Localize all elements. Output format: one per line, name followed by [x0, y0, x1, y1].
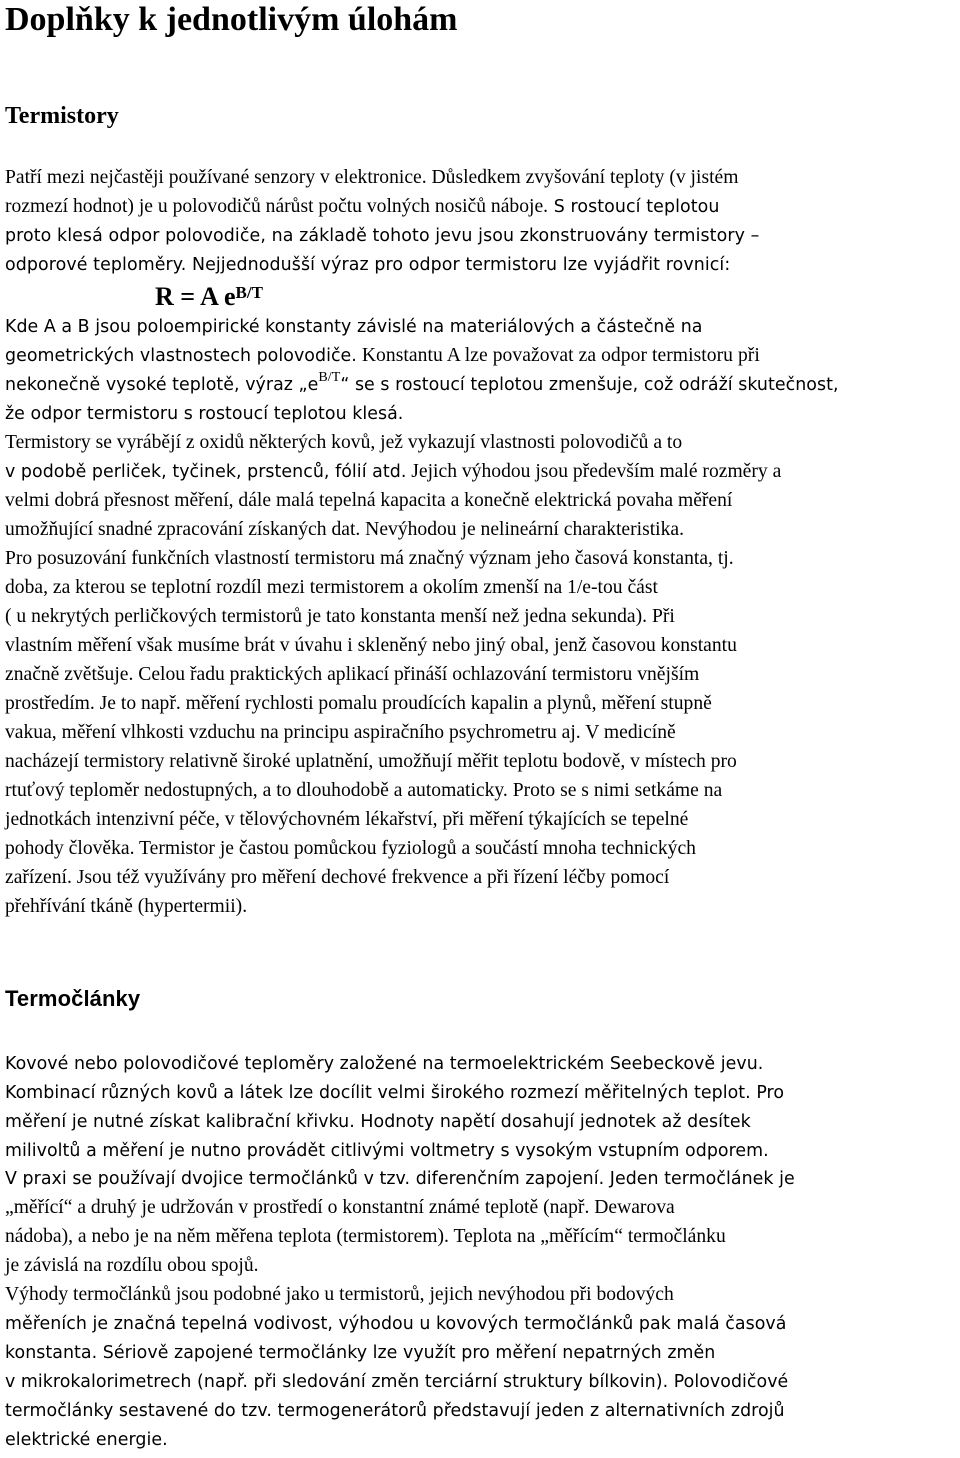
paragraph-line — [5, 194, 720, 220]
paragraph-line — [5, 252, 730, 278]
paragraph-line — [5, 372, 839, 398]
paragraph-line: nacházejí termistory relativně široké uplatnění, umožňují měřit teplotu bodově, v místech pro — [5, 751, 737, 772]
paragraph-line: v mikrokalorimetrech (např. při sledování změn terciární struktury bílkovin). Polovodičové — [5, 1372, 789, 1392]
paragraph-line: Kde A a B jsou poloempirické konstanty závislé na materiálových a částečně na — [5, 317, 703, 337]
resistance-formula — [155, 280, 263, 314]
paragraph-line: Patří mezi nejčastěji používané senzory v elektronice. Důsledkem zvyšování teploty (v jistém — [5, 167, 739, 188]
paragraph-line: měřeních je značná tepelná vodivost, výhodou u kovových termočlánků pak malá časová — [5, 1314, 787, 1334]
section-heading-termistory: Termistory — [5, 103, 119, 129]
paragraph-line: že odpor termistoru s rostoucí teplotou klesá. — [5, 404, 404, 424]
section-heading-termoclanky: Termočlánky — [5, 986, 141, 1011]
paragraph-line: zařízení. Jsou též využívány pro měření dechové frekvence a při řízení léčby pomocí — [5, 867, 670, 888]
paragraph-line: umožňující snadné zpracování získaných dat. Nevýhodou je nelineární charakteristika. — [5, 519, 684, 540]
paragraph-line: „měřící“ a druhý je udržován v prostředí o konstantní známé teplotě (např. Dewarova — [5, 1197, 675, 1218]
paragraph-line: je závislá na rozdílu obou spojů. — [5, 1255, 259, 1276]
paragraph-line: termočlánky sestavené do tzv. termogenerátorů představují jeden z alternativních zdrojů — [5, 1401, 785, 1421]
text-run: “ se s rostoucí teplotou zmenšuje, což odráží skutečnost, — [340, 375, 839, 395]
paragraph-line: vakua, měření vlhkosti vzduchu na principu aspiračního psychrometru aj. V medicíně — [5, 722, 676, 743]
paragraph-line: vlastním měření však musíme brát v úvahu i skleněný nebo jiný obal, jenž časovou konstantu — [5, 635, 737, 656]
paragraph-line: Termistory se vyrábějí z oxidů některých kovů, jež vykazují vlastnosti polovodičů a to — [5, 432, 683, 453]
paragraph-line: měření je nutné získat kalibrační křivku. Hodnoty napětí dosahují jednotek až desítek — [5, 1112, 751, 1132]
text-run: Nejjednodušší výraz pro odpor termistoru lze vyjádřit rovnicí: — [186, 255, 731, 275]
paragraph-line: jednotkách intenzivní péče, v tělovýchovném lékařství, při měření týkajících se tepelné — [5, 809, 689, 830]
paragraph-line: přehřívání tkáně (hypertermii). — [5, 896, 248, 917]
paragraph-line: doba, za kterou se teplotní rozdíl mezi termistorem a okolím zmenší na 1/e-tou část — [5, 577, 658, 598]
paragraph-line: Kombinací různých kovů a látek lze docílit velmi širokého rozmezí měřitelných teplot. Pro — [5, 1083, 785, 1103]
paragraph-line: Výhody termočlánků jsou podobné jako u termistorů, jejich nevýhodou při bodových — [5, 1284, 674, 1305]
paragraph-line: konstanta. Sériově zapojené termočlánky lze využít pro měření nepatrných změn — [5, 1343, 716, 1363]
formula-main: R = A e — [155, 282, 236, 311]
paragraph-line: nádoba), a nebo je na něm měřena teplota (termistorem). Teplota na „měřícím“ termočlánku — [5, 1226, 726, 1247]
paragraph-line: velmi dobrá přesnost měření, dále malá tepelná kapacita a konečně elektrická povaha měření — [5, 490, 733, 511]
text-run: geometrických vlastnostech polovodiče. — [5, 346, 357, 366]
text-run: odporové teploměry. — [5, 255, 187, 275]
paragraph-line: proto klesá odpor polovodiče, na základě tohoto jevu jsou zkonstruovány termistory – — [5, 226, 760, 246]
paragraph-line: ( u nekrytých perličkových termistorů je tato konstanta menší než jedna sekunda). Při — [5, 606, 675, 627]
paragraph-line — [5, 343, 760, 369]
paragraph-line: Pro posuzování funkčních vlastností termistoru má značný význam jeho časová konstanta, tj. — [5, 548, 734, 569]
paragraph-line: pohody člověka. Termistor je častou pomůckou fyziologů a součástí mnoha technických — [5, 838, 696, 859]
exponent-inline: B/T — [318, 370, 341, 385]
paragraph-line — [5, 459, 781, 485]
paragraph-line: prostředím. Je to např. měření rychlosti pomalu proudících kapalin a plynů, měření stupně — [5, 693, 712, 714]
text-run: S rostoucí teplotou — [548, 197, 720, 217]
page-title: Doplňky k jednotlivým úlohám — [5, 1, 458, 38]
paragraph-line: elektrické energie. — [5, 1430, 168, 1450]
paragraph-line: značně zvětšuje. Celou řadu praktických aplikací přináší ochlazování termistoru vnějším — [5, 664, 700, 685]
text-run: v podobě perliček, tyčinek, prstenců, fólií atd. — [5, 462, 407, 482]
paragraph-line: rtuťový teploměr nedostupných, a to dlouhodobě a automaticky. Proto se s nimi setkáme na — [5, 780, 723, 801]
text-run: Konstantu A lze považovat za odpor termistoru při — [356, 345, 760, 366]
paragraph-line: milivoltů a měření je nutno provádět citlivými voltmetry s vysokým vstupním odporem. — [5, 1141, 769, 1161]
paragraph-line: Kovové nebo polovodičové teploměry založené na termoelektrickém Seebeckově jevu. — [5, 1054, 764, 1074]
text-run: Jejich výhodou jsou především malé rozměry a — [406, 461, 782, 482]
text-run: nekonečně vysoké teplotě, výraz „e — [5, 375, 319, 395]
formula-exponent: B/T — [235, 283, 263, 302]
text-run: rozmezí hodnot) je u polovodičů nárůst počtu volných nosičů náboje. — [5, 196, 549, 217]
paragraph-line: V praxi se používají dvojice termočlánků v tzv. diferenčním zapojení. Jeden termočlánek je — [5, 1169, 795, 1189]
